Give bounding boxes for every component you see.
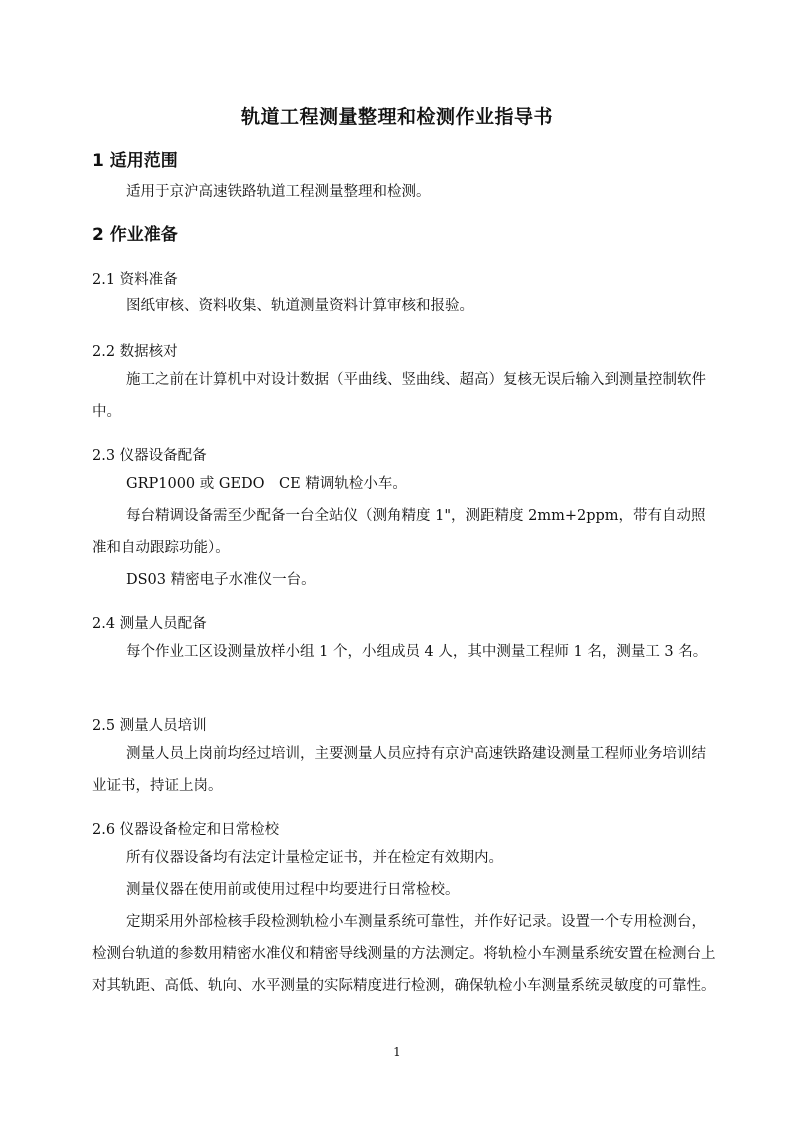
subsection-heading-2-3: 2.3 仪器设备配备 (92, 448, 207, 464)
subsection-heading-2-4: 2.4 测量人员配备 (92, 616, 207, 632)
subsection-2-1-paragraph: 图纸审核、资料收集、轨道测量资料计算审核和报验。 (126, 298, 474, 314)
subsection-2-3-paragraph-1: GRP1000 或 GEDO CE 精调轨检小车。 (126, 476, 407, 492)
subsection-2-4-paragraph: 每个作业工区设测量放样小组 1 个，小组成员 4 人，其中测量工程师 1 名，测量工 3 名。 (126, 644, 708, 660)
subsection-2-6-paragraph-1: 所有仪器设备均有法定计量检定证书，并在检定有效期内。 (126, 850, 503, 866)
subsection-2-6-paragraph-2: 测量仪器在使用前或使用过程中均要进行日常检校。 (126, 882, 460, 898)
subsection-2-3-paragraph-3: DS03 精密电子水准仪一台。 (126, 572, 316, 588)
subsection-2-2-paragraph: 施工之前在计算机中对设计数据（平曲线、竖曲线、超高）复核无误后输入到测量控制软件中。 (92, 372, 706, 420)
subsection-heading-2-1: 2.1 资料准备 (92, 272, 178, 288)
section-1-paragraph: 适用于京沪高速铁路轨道工程测量整理和检测。 (126, 184, 431, 200)
document-title: 轨道工程测量整理和检测作业指导书 (240, 106, 553, 128)
page-number: 1 (393, 1045, 401, 1059)
subsection-heading-2-6: 2.6 仪器设备检定和日常检校 (92, 822, 280, 838)
subsection-2-6-paragraph-3: 定期采用外部检核手段检测轨检小车测量系统可靠性，并作好记录。设置一个专用检测台，检测台轨道的参数用精密水准仪和精密导线测量的方法测定。将轨检小车测量系统安置在检测台上对其轨距、高低、轨向、水平测量的实际精度进行检测，确保轨检小车测量系统灵敏度的可靠性。 (92, 914, 716, 994)
subsection-heading-2-5: 2.5 测量人员培训 (92, 718, 207, 734)
subsection-heading-2-2: 2.2 数据核对 (92, 344, 178, 360)
section-heading-2: 2 作业准备 (92, 225, 178, 245)
section-heading-1: 1 适用范围 (92, 151, 178, 171)
subsection-2-5-paragraph: 测量人员上岗前均经过培训，主要测量人员应持有京沪高速铁路建设测量工程师业务培训结业证书，持证上岗。 (92, 746, 706, 794)
subsection-2-3-paragraph-2: 每台精调设备需至少配备一台全站仪（测角精度 1"，测距精度 2mm+2ppm，带有自动照准和自动跟踪功能）。 (92, 508, 706, 556)
